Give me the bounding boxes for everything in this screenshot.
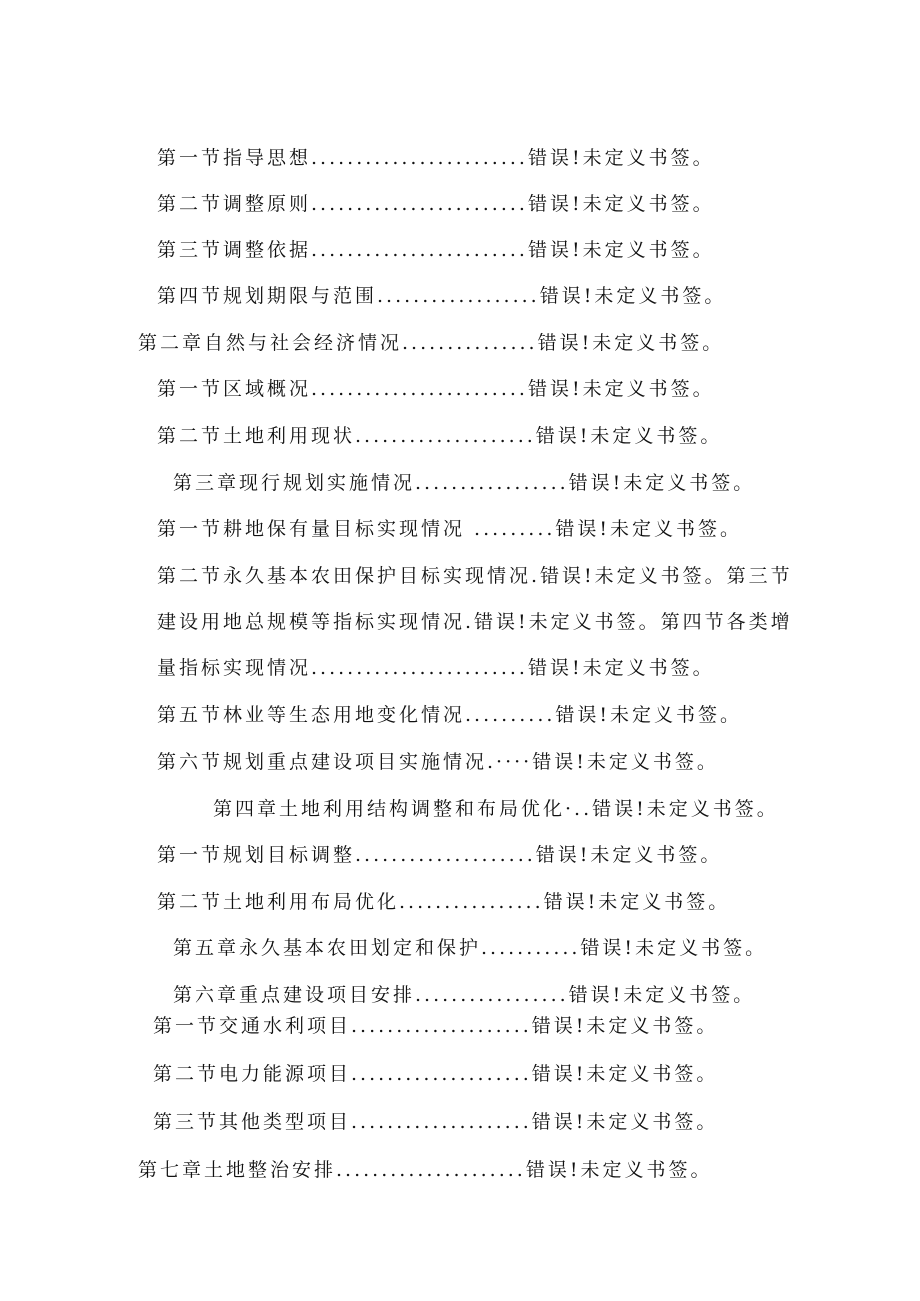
- toc-entry: 第二节土地利用布局优化................错误!未定义书签。: [157, 891, 731, 913]
- toc-entry: 第二节调整原则........................错误!未定义书签。: [157, 193, 715, 215]
- toc-entry: 第一节规划目标调整....................错误!未定义书签。: [157, 844, 723, 866]
- toc-entry: 第三节调整依据........................错误!未定义书签。: [157, 239, 715, 261]
- toc-entry: 第二节电力能源项目....................错误!未定义书签。: [153, 1063, 719, 1085]
- toc-entry: 第三节其他类型项目....................错误!未定义书签。: [153, 1111, 719, 1133]
- toc-entry: 第二节永久基本农田保护目标实现情况.错误!未定义书签。第三节: [157, 565, 793, 587]
- toc-entry: 第五章永久基本农田划定和保护...........错误!未定义书签。: [173, 937, 768, 959]
- toc-entry: 第一节区域概况........................错误!未定义书签。: [157, 378, 715, 400]
- toc-entry: 量指标实现情况........................错误!未定义书签。: [157, 657, 715, 679]
- toc-entry: 第一节耕地保有量目标实现情况 .........错误!未定义书签。: [157, 518, 743, 540]
- toc-entry: 第七章土地整治安排.....................错误!未定义书签。: [138, 1159, 713, 1181]
- toc-entry: 第一节指导思想........................错误!未定义书签。: [157, 147, 715, 169]
- toc-entry: 第六章重点建设项目安排.................错误!未定义书签。: [173, 984, 756, 1006]
- toc-entry: 第五节林业等生态用地变化情况..........错误!未定义书签。: [157, 704, 743, 726]
- toc-entry: 第一节交通水利项目....................错误!未定义书签。: [153, 1015, 719, 1037]
- toc-entry: 第四章土地利用结构调整和布局优化·..错误!未定义书签。: [213, 798, 779, 820]
- toc-entry: 第二章自然与社会经济情况...............错误!未定义书签。: [138, 332, 725, 354]
- toc-entry: 第三章现行规划实施情况.................错误!未定义书签。: [173, 472, 756, 494]
- toc-entry: 第六节规划重点建设项目实施情况.····错误!未定义书签。: [157, 751, 719, 773]
- toc-entry: 第二节土地利用现状....................错误!未定义书签。: [157, 425, 723, 447]
- toc-entry: 第四节规划期限与范围..................错误!未定义书签。: [157, 285, 727, 307]
- toc-entry: 建设用地总规模等指标实现情况.错误!未定义书签。第四节各类增: [157, 611, 793, 633]
